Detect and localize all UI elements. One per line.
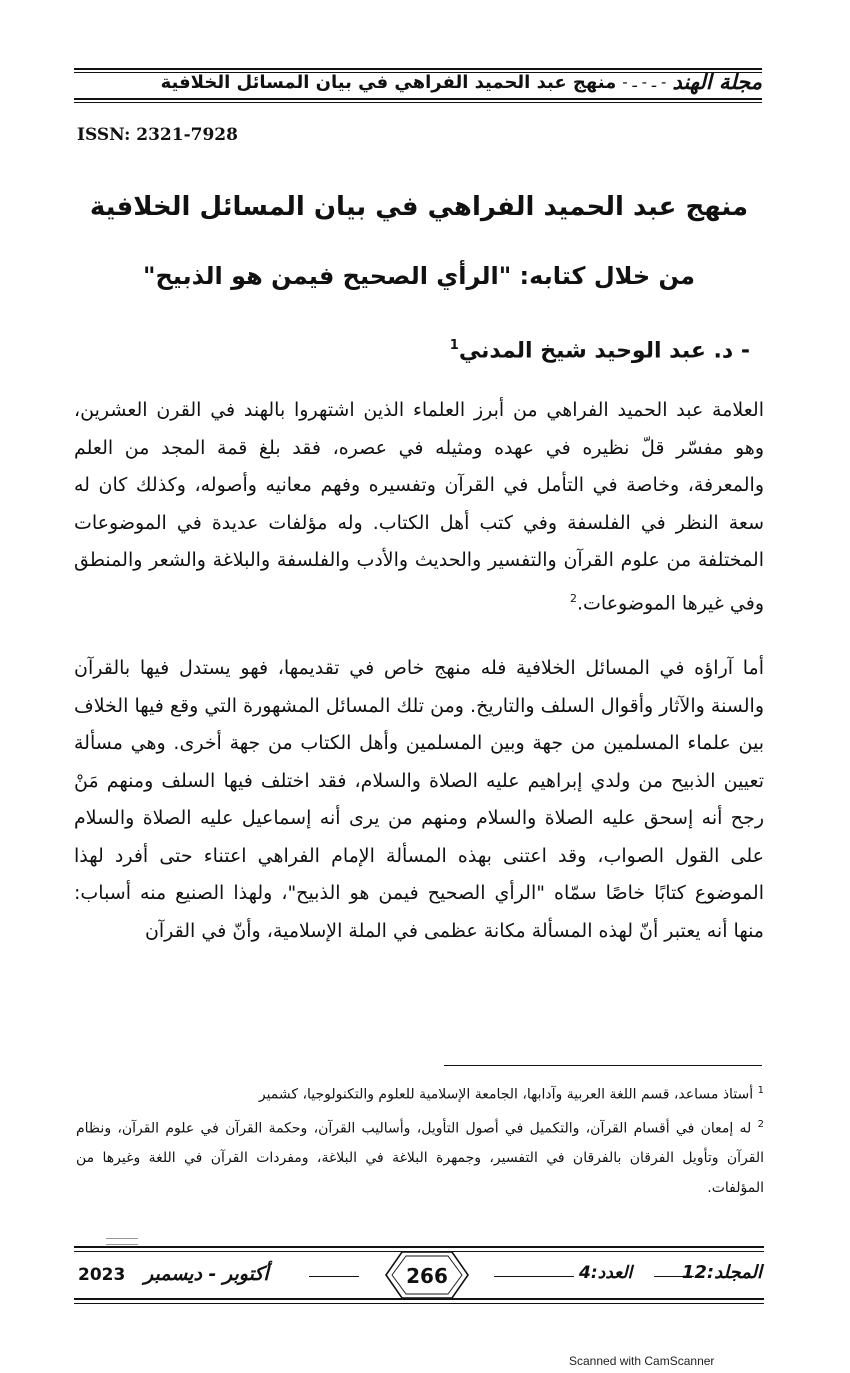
footer-rule-bottom-thin <box>74 1303 764 1304</box>
header-decoration: - ـ - ـ - <box>622 73 667 91</box>
author-footnote-ref: 1 <box>449 338 459 353</box>
page-number-frame <box>372 1246 482 1304</box>
footer-dash <box>309 1276 359 1277</box>
footer-info <box>74 1260 764 1292</box>
running-title: منهج عبد الحميد الفراهي في بيان المسائل الخلافية <box>160 71 617 93</box>
author-name: - د. عبد الوحيد شيخ المدني <box>458 338 750 364</box>
footnote <box>76 1110 764 1204</box>
page-number: 266 <box>406 1264 448 1288</box>
paragraph-text: أما آراؤه في المسائل الخلافية فله منهج خاص في تقديمها، فهو يستدل فيها بالقرآن والسنة والآثار وأقوال السلف والتاريخ. ومن تلك المسائل المشهورة التي وقع فيها الخلاف بين علماء المسلمين من جهة وبين المسلمين وأهل الكتاب من جهة أخرى. وهي مسألة تعيين الذبيح من ولدي إبراهيم عليه الصلاة والسلام، فقد اختلف فيها السلف ومنهم مَنْ رجح أنه إسحق عليه الصلاة والسلام ومنهم من يرى أنه إسماعيل عليه الصلاة والسلام على القول الصواب، وقد اعتنى بهذه المسألة الإمام الفراهي اعتناء حتى أفرد لهذا الموضوع كتابًا خاصًا سمّاه "الرأي الصحيح فيمن هو الذبيح"، ولهذا الصنيع منه أسباب: منها أنه يعتبر أنّ لهذه المسألة مكانة عظمى في الملة الإسلامية، وأنّ في القرآن <box>74 657 764 942</box>
article-title: منهج عبد الحميد الفراهي في بيان المسائل الخلافية <box>89 192 749 222</box>
article-subtitle: من خلال كتابه: "الرأي الصحيح فيمن هو الذبيح" <box>143 262 695 290</box>
footnote-separator <box>444 1065 762 1066</box>
footer-issue: العدد:4 <box>579 1263 633 1283</box>
scanner-watermark: Scanned with CamScanner <box>569 1354 715 1368</box>
footnote-text: له إمعان في أقسام القرآن، والتكميل في أصول التأويل، وأساليب القرآن، وحكمة القرآن في علوم القرآن، ونظام القرآن وتأويل الفرقان بالفرقان في التفسير، وجمهرة البلاغة في البلاغة، ومفردات القرآن في اللغة وغيرها من المؤلفات. <box>76 1120 764 1197</box>
footnote-ref: 2 <box>569 591 577 605</box>
footer-year: 2023 <box>78 1265 126 1285</box>
paragraph-text: العلامة عبد الحميد الفراهي من أبرز العلماء الذين اشتهروا بالهند في القرن العشرين، وهو مفسّر قلّ نظيره في عهده ومثيله في عصره، فقد بلغ قمة المجد من العلم والمعرفة، وخاصة في التأمل في القرآن وتفسيره وفهم معانيه وأصوله، وكذلك كان له سعة النظر في الفلسفة وفي كتب أهل الكتاب. وله مؤلفات عديدة في الموضوعات المختلفة من علوم القرآن والتفسير والحديث والأدب والفلسفة والبلاغة والشعر والمنطق وفي غيرها الموضوعات. <box>74 399 764 614</box>
header-line <box>74 66 762 98</box>
footnote <box>76 1076 764 1110</box>
footnote-text: أستاذ مساعد، قسم اللغة العربية وآدابها، الجامعة الإسلامية للعلوم والتكنولوجيا، كشمير <box>258 1086 754 1103</box>
page-footer <box>74 1238 764 1308</box>
issn: ISSN: 2321-7928 <box>77 125 238 145</box>
body-paragraph-1 <box>74 392 764 622</box>
footnotes <box>76 1076 764 1203</box>
journal-name: مجلة الهند <box>672 70 762 94</box>
header-rule-bottom-thin <box>74 102 762 103</box>
footnote-number: 2 <box>757 1118 764 1130</box>
running-header <box>74 52 762 104</box>
footer-volume: المجلد:12 <box>681 1262 762 1283</box>
footnote-number: 1 <box>757 1085 764 1096</box>
footer-rule-bottom <box>74 1298 764 1300</box>
footer-ornament <box>106 1238 138 1245</box>
header-rule-bottom <box>74 98 762 100</box>
footer-dash <box>494 1276 574 1277</box>
footer-months: أكتوبر - ديسمبر <box>144 1263 269 1285</box>
body-paragraph-2 <box>74 650 764 950</box>
author-line <box>450 338 750 363</box>
